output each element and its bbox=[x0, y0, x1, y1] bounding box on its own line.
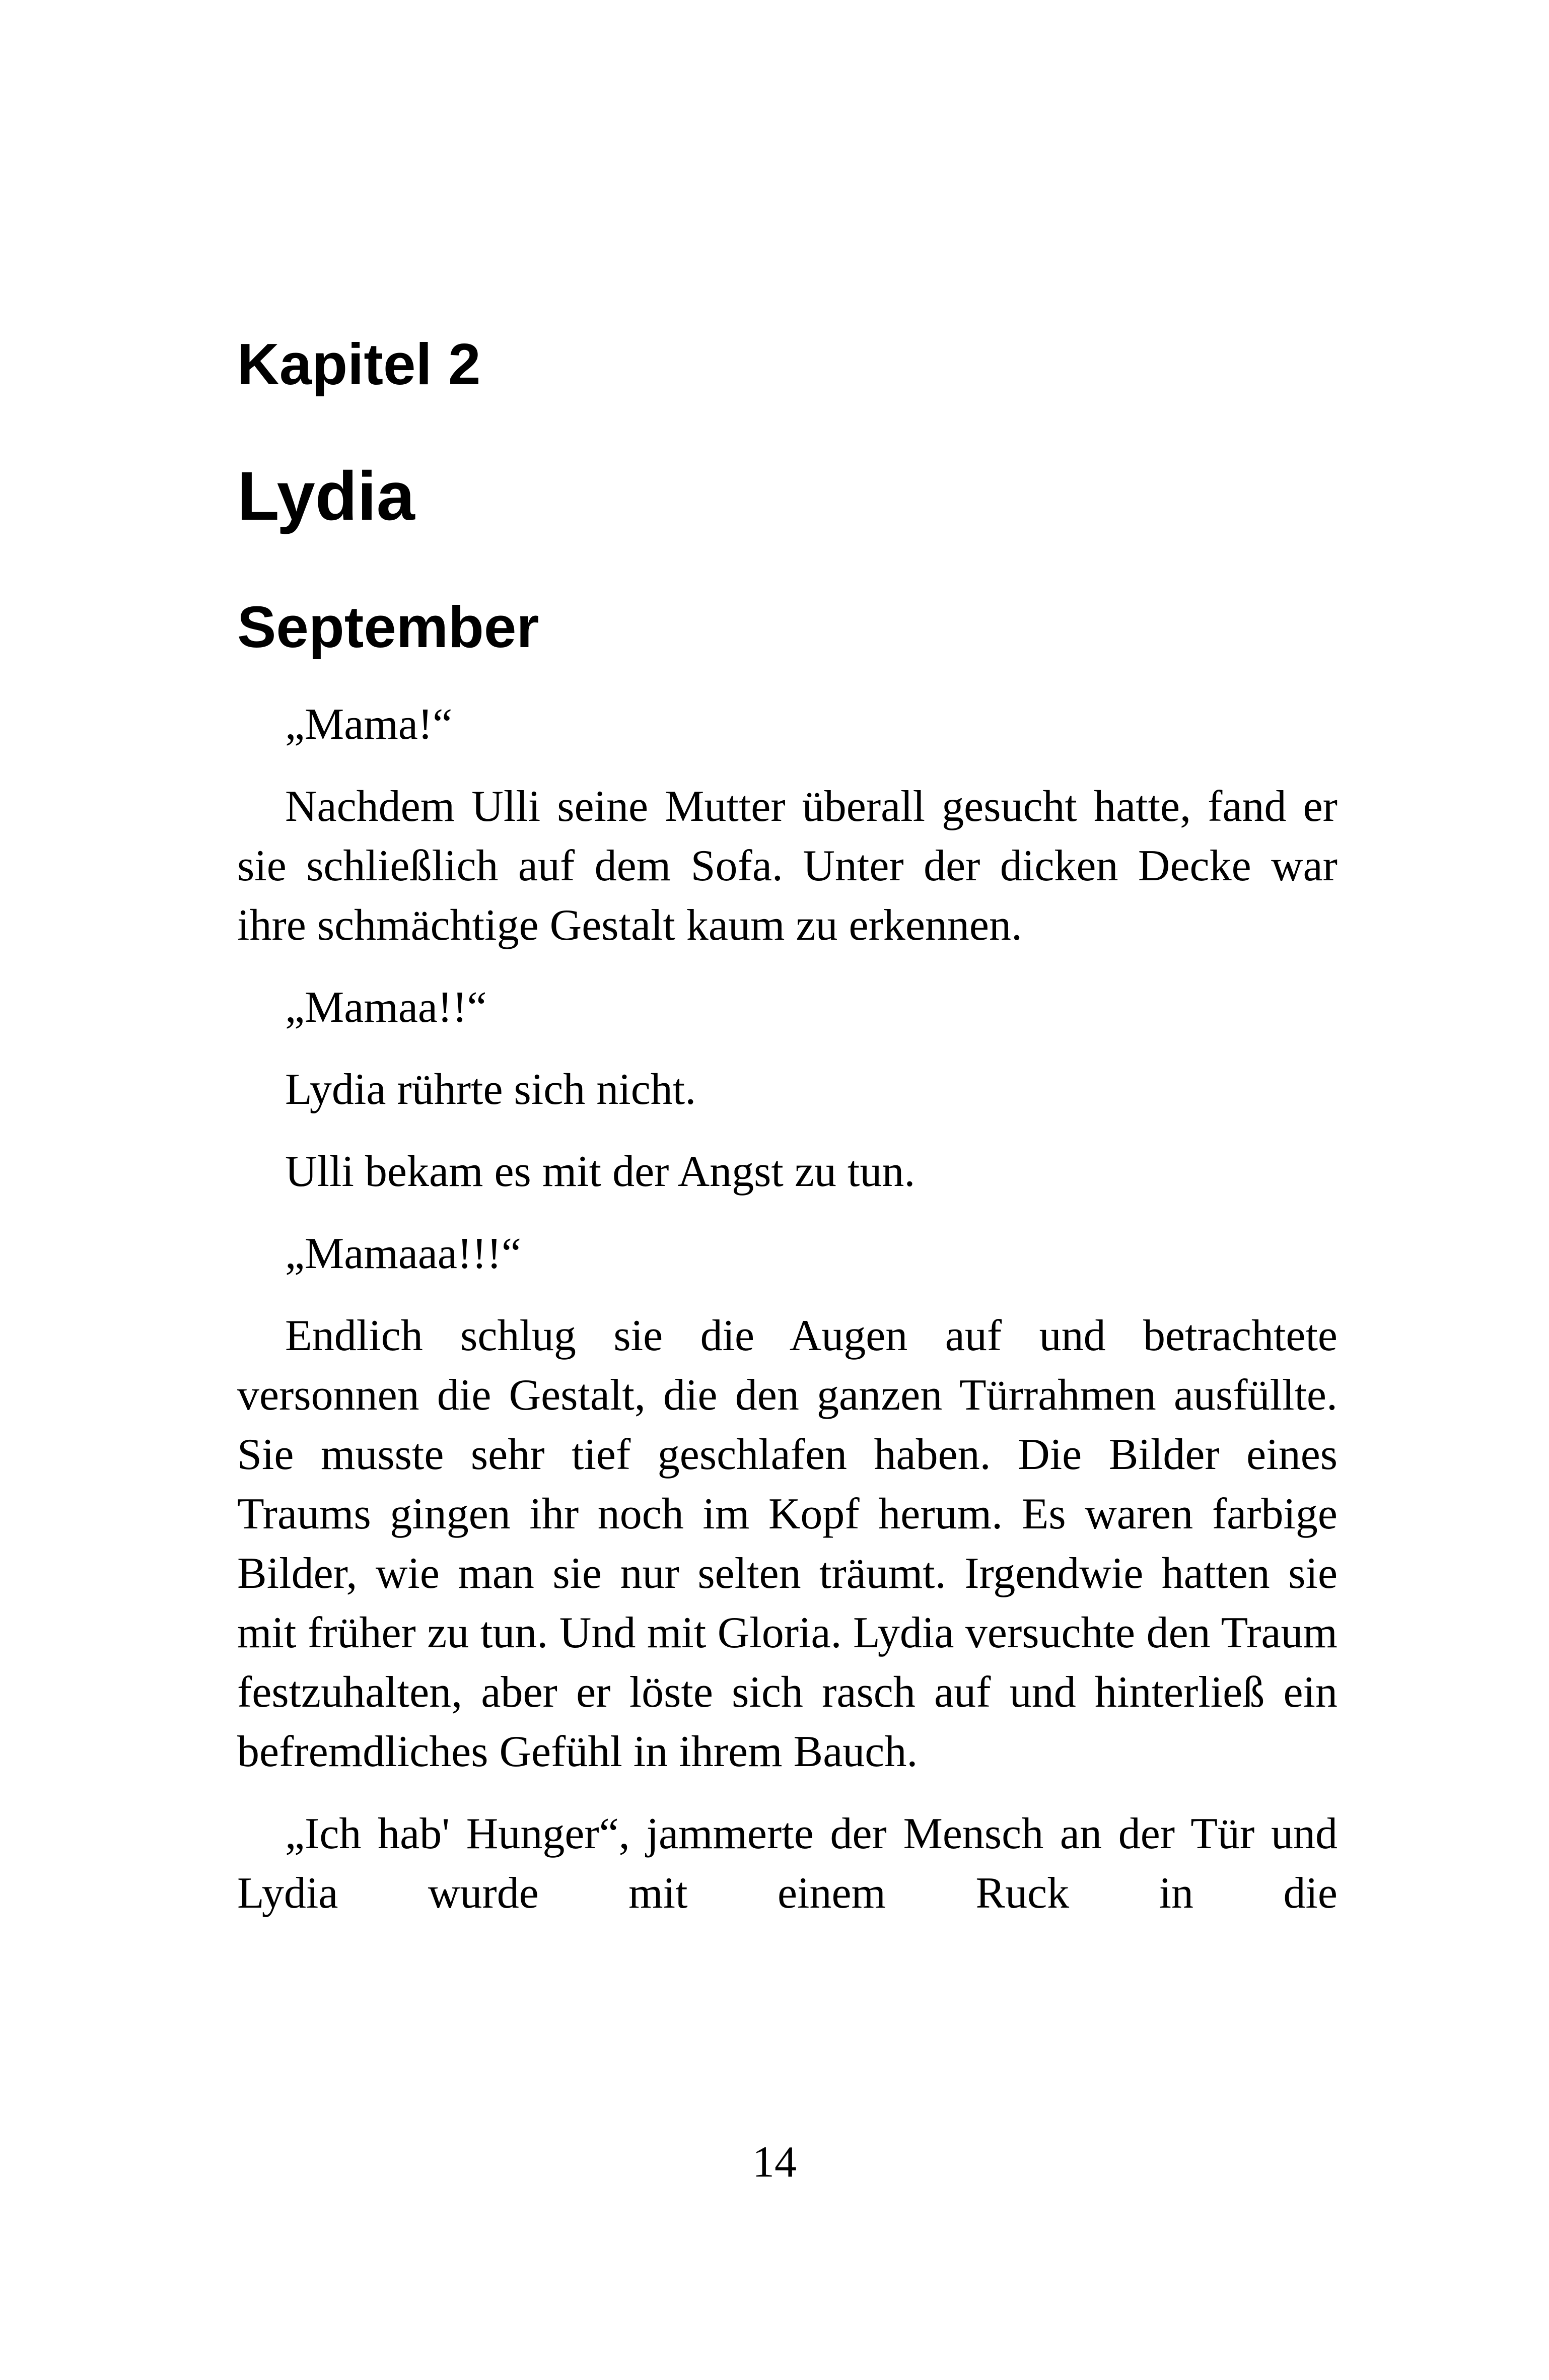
paragraph: Nachdem Ulli seine Mutter überall gesucht hatte, fand er sie schließlich auf dem Sofa. Unter der dicken Decke war ihre schmächtige Gestalt kaum zu erkennen. bbox=[237, 782, 1337, 950]
paragraph: „Ich hab' Hunger“, jammerte der Mensch an der Tür und Lydia wurde mit einem Ruck in die bbox=[237, 1809, 1337, 1918]
chapter-label: Kapitel 2 bbox=[237, 331, 481, 397]
page-number: 14 bbox=[752, 2138, 797, 2187]
paragraph: „Mamaa!!“ bbox=[285, 983, 487, 1032]
chapter-title: Lydia bbox=[237, 458, 415, 535]
paragraph: „Mama!“ bbox=[285, 700, 453, 749]
paragraph: Ulli bekam es mit der Angst zu tun. bbox=[285, 1147, 916, 1196]
paragraph: Lydia rührte sich nicht. bbox=[285, 1065, 696, 1114]
section-title: September bbox=[237, 594, 539, 660]
paragraph: „Mamaaa!!!“ bbox=[285, 1229, 521, 1278]
paragraph: Endlich schlug sie die Augen auf und betrachtete versonnen die Gestalt, die den ganzen Türrahmen ausfüllte. Sie musste sehr tief geschlafen haben. Die Bilder eines Traums gingen ihr noch im Kopf herum. Es waren farbige Bilder, wie man sie nur selten träumt. Irgendwie hatten sie mit früher zu tun. Und mit Gloria. Lydia versuchte den Traum festzuhalten, aber er löste sich rasch auf und hinterließ ein befremdliches Gefühl in ihrem Bauch. bbox=[237, 1311, 1337, 1776]
body-text bbox=[237, 695, 1337, 1923]
